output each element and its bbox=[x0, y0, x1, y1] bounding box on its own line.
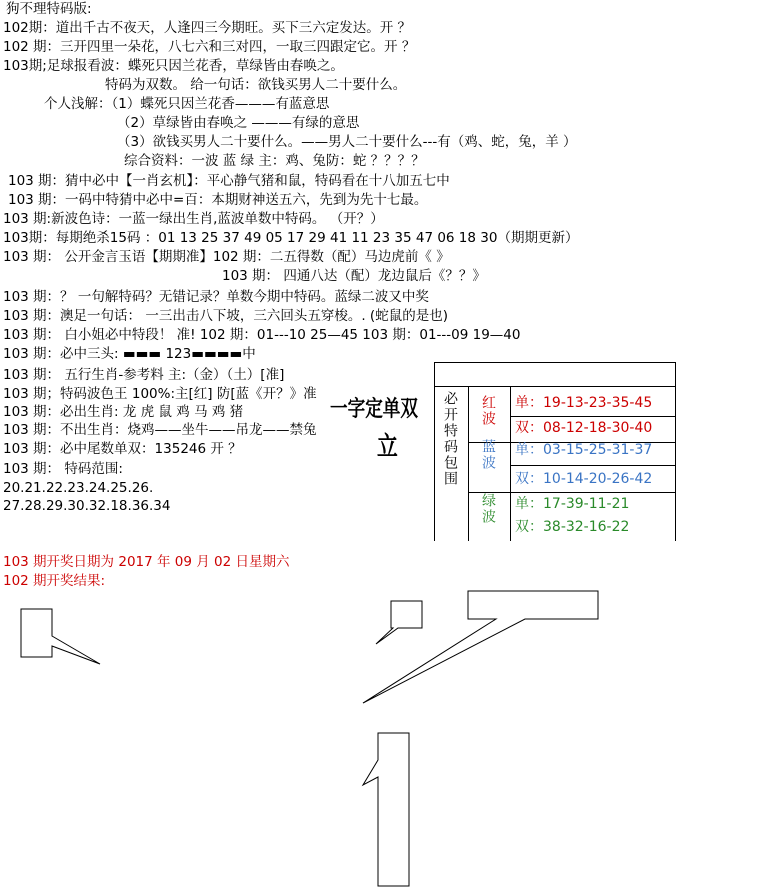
text-line: 103 期： 五行生肖-参考料 主:（金）（土）[准] bbox=[3, 367, 285, 383]
green-double: 双：38-32-16-22 bbox=[515, 519, 630, 535]
text-line: 个人浅解：（1）蝶死只因兰花香———有蓝意思 bbox=[44, 96, 330, 112]
blue-wave-label: 蓝波 bbox=[480, 439, 496, 471]
text-line: 103 期： 四通八达（配）龙边鼠后《？？》 bbox=[222, 268, 486, 284]
red-single: 单：19-13-23-35-45 bbox=[515, 395, 653, 411]
text-line: 103 期： 白小姐必中特段！ 准! 102 期：01---10 25—45 103 期：01---09 19—40 bbox=[3, 327, 521, 343]
text-line: 102 期：三开四里一朵花，八七六和三对四，一取三四跟定它。开 ？ bbox=[3, 39, 416, 55]
draw-date: 103 期开奖日期为 2017 年 09 月 02 日星期六 bbox=[3, 554, 290, 570]
text-line: 103 期；特码波色王 100%:主[红] 防[蓝《开？》准 bbox=[3, 386, 317, 402]
text-line: 103 期:新波色诗：一蓝一绿出生肖,蓝波单数中特码。 （开？） bbox=[3, 211, 384, 227]
stamp-line-1: 一字定单双 bbox=[330, 396, 419, 422]
text-line: 103 期：一码中特猜中必中=百：本期财神送五六，先到为先十七最。 bbox=[8, 192, 428, 208]
text-line: （3）欲钱买男人二十要什么。——男人二十要什么---有（鸡、蛇，兔，羊 ） bbox=[117, 134, 577, 150]
digit-one-shape bbox=[363, 733, 409, 886]
stamp-line-2: 立 bbox=[377, 432, 398, 462]
table-title: 必开特码包围 bbox=[442, 391, 458, 487]
text-line: 103 期：必中三头: ▬▬▬ 123▬▬▬▬中 bbox=[3, 346, 256, 362]
text-line: 102期：道出千古不夜天，人逢四三今期旺。买下三六定发达。开 ？ bbox=[3, 20, 412, 36]
text-line: 103 期： 特码范围: bbox=[3, 461, 123, 477]
text-line: 103期：每期绝杀15码 ：01 13 25 37 49 05 17 29 41 11 23 35 47 06 18 30（期期更新） bbox=[3, 230, 579, 246]
result-label: 102 期开奖结果: bbox=[3, 573, 106, 589]
text-line: 103 期：必中尾数单双：135246 开 ？ bbox=[3, 441, 242, 457]
text-line: 103 期：？ 一句解特码？无错记录？单数今期中特码。蓝绿二波又中奖 bbox=[3, 289, 429, 305]
callout-left bbox=[21, 609, 100, 664]
text-line: 20.21.22.23.24.25.26. bbox=[3, 480, 154, 496]
text-line: 103期;足球报看波：蝶死只因兰花香，草绿皆由春唤之。 bbox=[3, 58, 344, 74]
blue-single: 单：03-15-25-31-37 bbox=[515, 442, 653, 458]
header-title: 狗不理特码版: bbox=[6, 1, 92, 17]
text-line: 103 期：必出生肖: 龙 虎 鼠 鸡 马 鸡 猪 bbox=[3, 404, 244, 420]
text-line: （2）草绿皆由春唤之 ———有绿的意思 bbox=[117, 115, 360, 131]
red-double: 双：08-12-18-30-40 bbox=[515, 420, 653, 436]
blue-double: 双：10-14-20-26-42 bbox=[515, 471, 653, 487]
green-wave-label: 绿波 bbox=[480, 493, 496, 525]
text-line: 特码为双数。 给一句话：欲钱买男人二十要什么。 bbox=[105, 77, 407, 93]
text-line: 103 期：不出生肖：烧鸡——坐牛——吊龙——禁兔 bbox=[3, 422, 317, 438]
red-wave-label: 红波 bbox=[480, 395, 496, 427]
text-line: 103 期： 公开金言玉语【期期准】102 期：二五得数（配）马边虎前《 》 bbox=[3, 249, 450, 265]
text-line: 27.28.29.30.32.18.36.34 bbox=[3, 498, 171, 514]
text-line: 103 期：澳足一句话： 一三出击八下坡，三六回头五穿梭。. (蛇鼠的是也) bbox=[3, 308, 448, 324]
text-line: 103 期：猜中必中【一肖玄机】：平心静气猪和鼠，特码看在十八加五七中 bbox=[8, 173, 450, 189]
green-single: 单：17-39-11-21 bbox=[515, 496, 630, 512]
text-line: 综合资料：一波 蓝 绿 主：鸡、兔防：蛇 ？？？？ bbox=[124, 153, 425, 169]
callout-middle bbox=[376, 601, 422, 644]
